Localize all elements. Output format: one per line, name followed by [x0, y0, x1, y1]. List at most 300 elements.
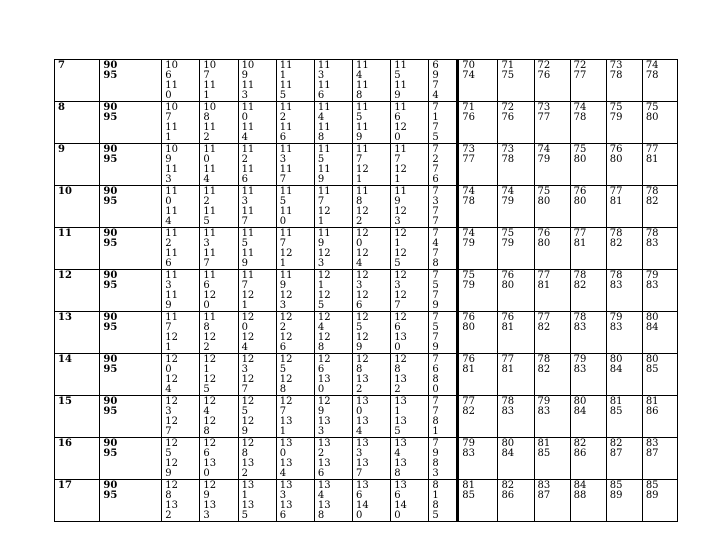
- stacked-digit: 12: [241, 438, 255, 449]
- stacked-digit: 11: [356, 102, 369, 113]
- stacked-digit: 7: [241, 216, 248, 227]
- pair-value: 76: [501, 112, 515, 123]
- row-id-cell: [55, 102, 100, 144]
- pair-value-cell: [570, 312, 606, 354]
- pair-value-cell: [642, 144, 677, 186]
- pair-value: 73: [537, 102, 551, 113]
- stacked-digit: 12: [241, 312, 255, 323]
- pair-value: 80: [645, 312, 659, 323]
- stacked-digit: 7: [432, 290, 439, 301]
- stacked-digit: 13: [165, 500, 178, 511]
- stacked-digit: 12: [165, 458, 178, 469]
- range-value: 95: [103, 238, 118, 249]
- pair-value: 85: [645, 364, 659, 375]
- table-row: [55, 102, 678, 144]
- stacked-digit: 12: [356, 354, 369, 365]
- pair-value: 88: [573, 490, 587, 501]
- stacked-digit: 2: [432, 154, 439, 165]
- stacked-value-cell: [353, 102, 391, 144]
- stacked-digit: 9: [279, 280, 287, 291]
- pair-value: 80: [501, 280, 515, 291]
- stacked-digit: 0: [241, 322, 248, 333]
- stacked-digit: 7: [279, 174, 287, 185]
- stacked-digit: 9: [432, 300, 439, 311]
- stacked-digit: 10: [165, 60, 178, 71]
- stacked-value-cell: [162, 144, 200, 186]
- pair-value: 78: [645, 228, 659, 239]
- stacked-value-cell: [429, 228, 458, 270]
- stacked-digit: 0: [394, 132, 401, 143]
- pair-value: 82: [462, 406, 475, 417]
- stacked-digit: 5: [394, 426, 401, 437]
- stacked-digit: 12: [317, 270, 331, 281]
- stacked-digit: 7: [203, 258, 210, 269]
- stacked-digit: 11: [241, 248, 255, 259]
- pair-value: 84: [645, 322, 659, 333]
- stacked-digit: 13: [317, 438, 331, 449]
- pair-value: 79: [462, 438, 475, 449]
- pair-value: 78: [501, 154, 515, 165]
- stacked-digit: 13: [394, 396, 407, 407]
- pair-value: 83: [645, 238, 659, 249]
- stacked-value-cell: [238, 228, 276, 270]
- pair-value-cell: [534, 438, 570, 480]
- stacked-digit: 12: [317, 290, 331, 301]
- pair-value: 78: [645, 186, 659, 197]
- stacked-digit: 11: [317, 164, 331, 175]
- stacked-digit: 12: [394, 248, 407, 259]
- pair-value-cell: [534, 144, 570, 186]
- stacked-digit: 14: [394, 500, 407, 511]
- pair-value: 79: [501, 238, 515, 249]
- stacked-digit: 1: [432, 112, 439, 123]
- pair-value-cell: [458, 396, 498, 438]
- stacked-digit: 7: [432, 332, 439, 343]
- pair-value-cell: [642, 270, 677, 312]
- stacked-value-cell: [276, 186, 314, 228]
- stacked-digit: 7: [432, 396, 439, 407]
- stacked-value-cell: [353, 228, 391, 270]
- stacked-digit: 6: [203, 280, 210, 291]
- stacked-digit: 1: [279, 426, 287, 437]
- pair-value: 76: [609, 144, 623, 155]
- stacked-digit: 8: [203, 322, 210, 333]
- stacked-digit: 1: [279, 258, 287, 269]
- stacked-digit: 0: [165, 90, 172, 101]
- stacked-digit: 11: [165, 290, 178, 301]
- stacked-digit: 11: [394, 60, 407, 71]
- stacked-digit: 9: [203, 490, 210, 501]
- stacked-value-cell: [314, 312, 352, 354]
- stacked-digit: 13: [317, 458, 331, 469]
- stacked-digit: 5: [203, 384, 210, 395]
- stacked-digit: 9: [165, 154, 172, 165]
- stacked-digit: 5: [356, 322, 363, 333]
- stacked-digit: 11: [317, 228, 331, 239]
- pair-value-cell: [642, 480, 677, 522]
- stacked-digit: 7: [432, 354, 439, 365]
- stacked-digit: 12: [394, 354, 407, 365]
- stacked-digit: 13: [279, 480, 293, 491]
- stacked-value-cell: [276, 438, 314, 480]
- stacked-value-cell: [429, 312, 458, 354]
- pair-value-cell: [606, 144, 642, 186]
- pair-value: 73: [501, 144, 515, 155]
- range-value: 90: [103, 312, 118, 323]
- pair-value-cell: [570, 228, 606, 270]
- stacked-digit: 6: [432, 364, 439, 375]
- range-cell: [100, 144, 162, 186]
- stacked-digit: 11: [279, 270, 293, 281]
- stacked-digit: 12: [356, 270, 369, 281]
- stacked-digit: 13: [394, 480, 407, 491]
- stacked-value-cell: [429, 396, 458, 438]
- pair-value-cell: [498, 396, 534, 438]
- stacked-value-cell: [314, 102, 352, 144]
- row-id: 12: [58, 270, 72, 281]
- stacked-digit: 11: [165, 248, 178, 259]
- stacked-digit: 11: [203, 122, 217, 133]
- pair-value: 76: [537, 70, 551, 81]
- stacked-digit: 5: [394, 70, 401, 81]
- stacked-digit: 12: [279, 396, 293, 407]
- pair-value: 82: [573, 280, 587, 291]
- stacked-digit: 11: [317, 122, 331, 133]
- pair-value-cell: [498, 228, 534, 270]
- stacked-digit: 13: [241, 458, 255, 469]
- pair-value: 80: [573, 396, 587, 407]
- stacked-digit: 11: [317, 186, 331, 197]
- pair-value: 80: [462, 322, 475, 333]
- stacked-digit: 11: [203, 312, 217, 323]
- row-id-cell: [55, 228, 100, 270]
- stacked-digit: 3: [394, 280, 401, 291]
- row-id-cell: [55, 438, 100, 480]
- stacked-digit: 8: [356, 196, 363, 207]
- pair-value: 79: [609, 312, 623, 323]
- pair-value: 77: [462, 154, 475, 165]
- stacked-value-cell: [276, 270, 314, 312]
- pair-value-cell: [642, 60, 677, 102]
- stacked-value-cell: [200, 438, 238, 480]
- stacked-digit: 6: [317, 364, 325, 375]
- row-id: 9: [58, 144, 65, 155]
- stacked-digit: 12: [203, 438, 217, 449]
- stacked-digit: 7: [432, 312, 439, 323]
- pair-value: 89: [609, 490, 623, 501]
- stacked-value-cell: [429, 270, 458, 312]
- pair-value: 77: [573, 70, 587, 81]
- pair-value: 78: [609, 270, 623, 281]
- stacked-digit: 7: [165, 426, 172, 437]
- stacked-digit: 12: [203, 396, 217, 407]
- stacked-digit: 11: [394, 102, 407, 113]
- stacked-digit: 8: [432, 416, 439, 427]
- stacked-digit: 11: [394, 144, 407, 155]
- pair-value: 79: [573, 354, 587, 365]
- pair-value-cell: [642, 186, 677, 228]
- pair-value-cell: [498, 102, 534, 144]
- stacked-digit: 9: [356, 342, 363, 353]
- stacked-value-cell: [276, 228, 314, 270]
- stacked-digit: 2: [279, 112, 287, 123]
- range-cell: [100, 186, 162, 228]
- stacked-digit: 2: [317, 448, 325, 459]
- stacked-digit: 11: [165, 228, 178, 239]
- range-value: 90: [103, 186, 118, 197]
- stacked-digit: 10: [203, 60, 217, 71]
- pair-value: 84: [609, 364, 623, 375]
- stacked-digit: 12: [394, 290, 407, 301]
- stacked-digit: 12: [279, 290, 293, 301]
- stacked-digit: 2: [241, 154, 248, 165]
- stacked-digit: 0: [203, 300, 210, 311]
- pair-value-cell: [498, 480, 534, 522]
- stacked-digit: 6: [394, 322, 401, 333]
- stacked-value-cell: [276, 480, 314, 522]
- pair-value: 80: [537, 238, 551, 249]
- pair-value-cell: [570, 60, 606, 102]
- stacked-digit: 4: [317, 490, 325, 501]
- stacked-digit: 11: [165, 312, 178, 323]
- stacked-digit: 13: [394, 438, 407, 449]
- stacked-digit: 1: [203, 90, 210, 101]
- stacked-digit: 2: [241, 468, 248, 479]
- pair-value: 81: [462, 480, 475, 491]
- range-cell: [100, 354, 162, 396]
- stacked-digit: 12: [356, 312, 369, 323]
- range-cell: [100, 480, 162, 522]
- stacked-digit: 1: [317, 216, 325, 227]
- pair-value-cell: [458, 228, 498, 270]
- stacked-digit: 11: [394, 186, 407, 197]
- stacked-digit: 9: [317, 238, 325, 249]
- pair-value-cell: [606, 480, 642, 522]
- pair-value: 78: [609, 70, 623, 81]
- stacked-value-cell: [391, 60, 429, 102]
- stacked-digit: 0: [203, 154, 210, 165]
- stacked-digit: 13: [317, 480, 331, 491]
- stacked-digit: 7: [356, 468, 363, 479]
- pair-value: 78: [501, 396, 515, 407]
- stacked-digit: 12: [317, 248, 331, 259]
- pair-value: 84: [573, 480, 587, 491]
- pair-value-cell: [570, 480, 606, 522]
- range-value: 95: [103, 196, 118, 207]
- stacked-digit: 12: [356, 332, 369, 343]
- pair-value: 83: [537, 480, 551, 491]
- stacked-digit: 1: [394, 238, 401, 249]
- pair-value: 77: [537, 270, 551, 281]
- stacked-digit: 9: [165, 300, 172, 311]
- pair-value-cell: [534, 480, 570, 522]
- stacked-value-cell: [200, 186, 238, 228]
- stacked-digit: 6: [279, 132, 287, 143]
- stacked-digit: 12: [317, 332, 331, 343]
- stacked-digit: 6: [394, 490, 401, 501]
- pair-value: 74: [462, 228, 475, 239]
- stacked-value-cell: [429, 438, 458, 480]
- range-value: 95: [103, 112, 118, 123]
- pair-value: 75: [462, 270, 475, 281]
- stacked-digit: 7: [432, 80, 439, 91]
- pair-value: 87: [645, 448, 659, 459]
- stacked-digit: 12: [394, 206, 407, 217]
- stacked-digit: 10: [203, 102, 217, 113]
- pair-value: 73: [462, 144, 475, 155]
- pair-value: 78: [573, 270, 587, 281]
- stacked-digit: 3: [317, 426, 325, 437]
- pair-value-cell: [606, 186, 642, 228]
- pair-value-cell: [606, 312, 642, 354]
- stacked-value-cell: [314, 480, 352, 522]
- stacked-value-cell: [314, 396, 352, 438]
- stacked-digit: 11: [165, 270, 178, 281]
- stacked-digit: 12: [203, 290, 217, 301]
- pair-value-cell: [570, 186, 606, 228]
- pair-value-cell: [570, 144, 606, 186]
- stacked-digit: 7: [394, 300, 401, 311]
- pair-value: 75: [537, 186, 551, 197]
- stacked-digit: 11: [279, 144, 293, 155]
- stacked-digit: 11: [241, 164, 255, 175]
- stacked-value-cell: [238, 102, 276, 144]
- stacked-digit: 12: [356, 290, 369, 301]
- row-id: 7: [58, 60, 65, 71]
- pair-value: 82: [501, 480, 515, 491]
- stacked-digit: 13: [394, 416, 407, 427]
- pair-value-cell: [458, 144, 498, 186]
- stacked-digit: 9: [241, 426, 248, 437]
- stacked-value-cell: [353, 312, 391, 354]
- stacked-digit: 13: [356, 396, 369, 407]
- stacked-digit: 12: [165, 438, 178, 449]
- stacked-digit: 9: [165, 468, 172, 479]
- stacked-value-cell: [162, 354, 200, 396]
- pair-value: 80: [537, 196, 551, 207]
- stacked-digit: 3: [241, 90, 248, 101]
- pair-value-cell: [458, 60, 498, 102]
- pair-value: 78: [462, 196, 475, 207]
- range-value: 90: [103, 354, 118, 365]
- pair-value: 77: [645, 144, 659, 155]
- stacked-digit: 1: [241, 490, 248, 501]
- pair-value: 80: [645, 112, 659, 123]
- stacked-digit: 11: [317, 80, 331, 91]
- stacked-digit: 1: [394, 406, 401, 417]
- stacked-digit: 1: [165, 132, 172, 143]
- stacked-digit: 3: [432, 468, 439, 479]
- pair-value: 74: [573, 102, 587, 113]
- range-cell: [100, 60, 162, 102]
- pair-value-cell: [570, 102, 606, 144]
- pair-value-cell: [606, 270, 642, 312]
- stacked-value-cell: [391, 312, 429, 354]
- row-id-cell: [55, 144, 100, 186]
- stacked-value-cell: [353, 186, 391, 228]
- stacked-digit: 5: [432, 280, 439, 291]
- pair-value: 80: [609, 154, 623, 165]
- table-row: [55, 270, 678, 312]
- range-value: 95: [103, 364, 118, 375]
- pair-value-cell: [534, 228, 570, 270]
- stacked-digit: 7: [317, 196, 325, 207]
- stacked-digit: 7: [432, 102, 439, 113]
- pair-value-cell: [498, 144, 534, 186]
- pair-value: 78: [645, 70, 659, 81]
- table-row: [55, 312, 678, 354]
- stacked-digit: 12: [241, 416, 255, 427]
- stacked-digit: 6: [317, 90, 325, 101]
- stacked-digit: 1: [356, 174, 363, 185]
- stacked-digit: 11: [279, 80, 293, 91]
- stacked-value-cell: [314, 144, 352, 186]
- stacked-digit: 7: [279, 406, 287, 417]
- stacked-digit: 5: [279, 364, 287, 375]
- stacked-value-cell: [276, 60, 314, 102]
- pair-value: 81: [609, 196, 623, 207]
- stacked-digit: 4: [165, 384, 172, 395]
- pair-value: 82: [573, 438, 587, 449]
- stacked-value-cell: [391, 396, 429, 438]
- stacked-digit: 11: [317, 60, 331, 71]
- pair-value-cell: [458, 354, 498, 396]
- stacked-value-cell: [353, 354, 391, 396]
- stacked-digit: 7: [432, 438, 439, 449]
- stacked-digit: 11: [165, 206, 178, 217]
- pair-value: 75: [573, 144, 587, 155]
- table-row: [55, 396, 678, 438]
- stacked-digit: 7: [203, 70, 210, 81]
- stacked-digit: 13: [394, 332, 407, 343]
- stacked-digit: 2: [203, 132, 210, 143]
- stacked-digit: 12: [356, 248, 369, 259]
- stacked-digit: 2: [165, 238, 172, 249]
- stacked-digit: 12: [279, 312, 293, 323]
- stacked-digit: 5: [279, 196, 287, 207]
- stacked-digit: 11: [203, 270, 217, 281]
- stacked-digit: 9: [432, 70, 439, 81]
- pair-value: 85: [645, 480, 659, 491]
- stacked-digit: 4: [394, 448, 401, 459]
- stacked-value-cell: [353, 438, 391, 480]
- stacked-digit: 14: [356, 500, 369, 511]
- stacked-digit: 5: [165, 448, 172, 459]
- stacked-digit: 3: [241, 364, 248, 375]
- pair-value: 82: [645, 196, 659, 207]
- pair-value-cell: [498, 270, 534, 312]
- stacked-digit: 7: [241, 280, 248, 291]
- stacked-digit: 7: [432, 144, 439, 155]
- pair-value-cell: [534, 396, 570, 438]
- stacked-value-cell: [391, 354, 429, 396]
- row-id-cell: [55, 186, 100, 228]
- range-cell: [100, 396, 162, 438]
- pair-value-cell: [642, 354, 677, 396]
- stacked-digit: 2: [356, 384, 363, 395]
- pair-value-cell: [606, 354, 642, 396]
- stacked-value-cell: [238, 312, 276, 354]
- stacked-value-cell: [429, 144, 458, 186]
- stacked-value-cell: [162, 228, 200, 270]
- stacked-digit: 5: [394, 258, 401, 269]
- stacked-digit: 9: [317, 174, 325, 185]
- stacked-digit: 4: [432, 238, 439, 249]
- stacked-digit: 0: [241, 112, 248, 123]
- row-id: 11: [58, 228, 72, 239]
- stacked-digit: 3: [356, 448, 363, 459]
- stacked-digit: 0: [317, 384, 325, 395]
